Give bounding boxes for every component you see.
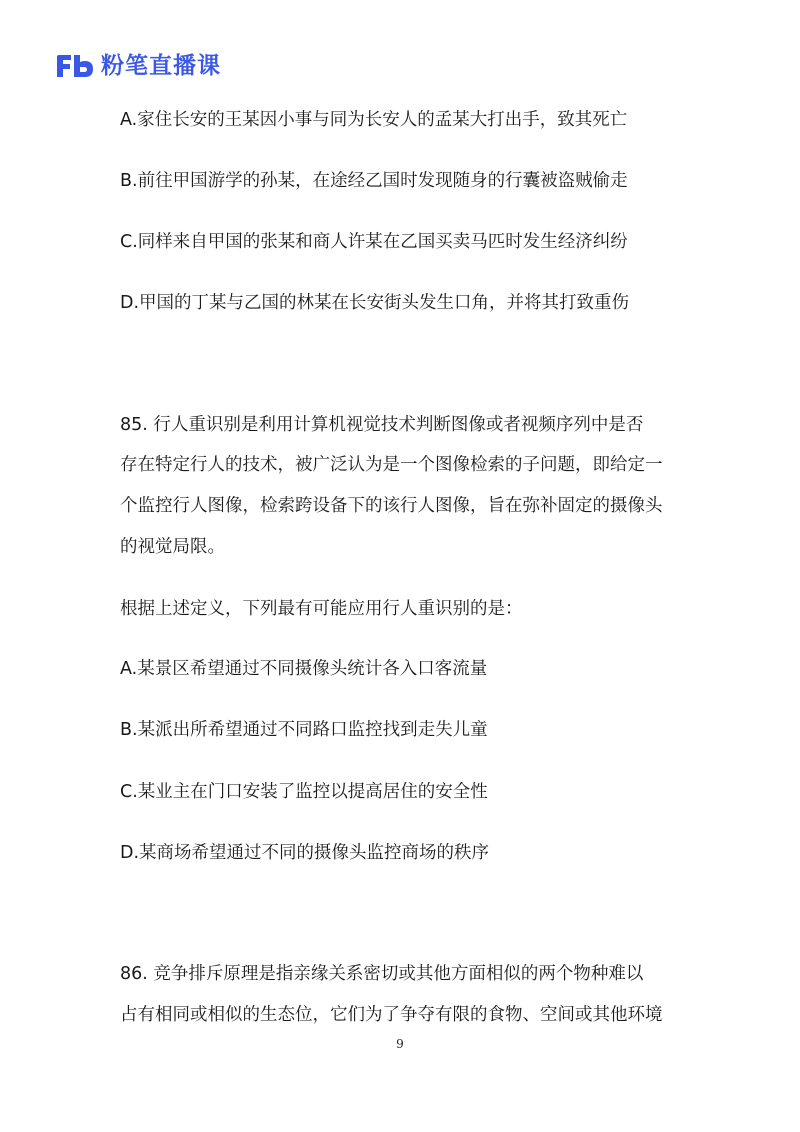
fb-logo-icon xyxy=(55,53,95,79)
q85-stem-line-3: 个监控行人图像，检索跨设备下的该行人图像，旨在弥补固定的摄像头 xyxy=(120,496,663,516)
q85-option-c: C.某业主在门口安装了监控以提高居住的安全性 xyxy=(120,782,488,802)
page-number: 9 xyxy=(396,1037,404,1051)
q86-stem-line-2: 占有相同或相似的生态位，它们为了争夺有限的食物、空间或其他环境 xyxy=(120,1005,663,1025)
q85-option-a: A.某景区希望通过不同摄像头统计各入口客流量 xyxy=(120,659,488,679)
q85-stem-line-2: 存在特定行人的技术，被广泛认为是一个图像检索的子问题，即给定一 xyxy=(120,455,663,475)
q85-prompt: 根据上述定义，下列最有可能应用行人重识别的是： xyxy=(120,599,523,619)
brand-name: 粉笔直播课 xyxy=(101,53,221,79)
q85-option-d: D.某商场希望通过不同的摄像头监控商场的秩序 xyxy=(120,843,490,863)
q85-stem-line-1: 85. 行人重识别是利用计算机视觉技术判断图像或者视频序列中是否 xyxy=(120,415,644,435)
q85-option-b: B.某派出所希望通过不同路口监控找到走失儿童 xyxy=(120,720,488,740)
prev-option-b: B.前往甲国游学的孙某，在途经乙国时发现随身的行囊被盗贼偷走 xyxy=(120,171,628,191)
prev-option-a: A.家住长安的王某因小事与同为长安人的孟某大打出手，致其死亡 xyxy=(120,110,628,130)
q85-stem-line-4: 的视觉局限。 xyxy=(120,537,225,557)
prev-option-c: C.同样来自甲国的张某和商人许某在乙国买卖马匹时发生经济纠纷 xyxy=(120,232,628,252)
q86-stem-line-1: 86. 竞争排斥原理是指亲缘关系密切或其他方面相似的两个物种难以 xyxy=(120,964,644,984)
brand-header xyxy=(55,50,221,82)
prev-option-d: D.甲国的丁某与乙国的林某在长安街头发生口角，并将其打致重伤 xyxy=(120,293,630,313)
